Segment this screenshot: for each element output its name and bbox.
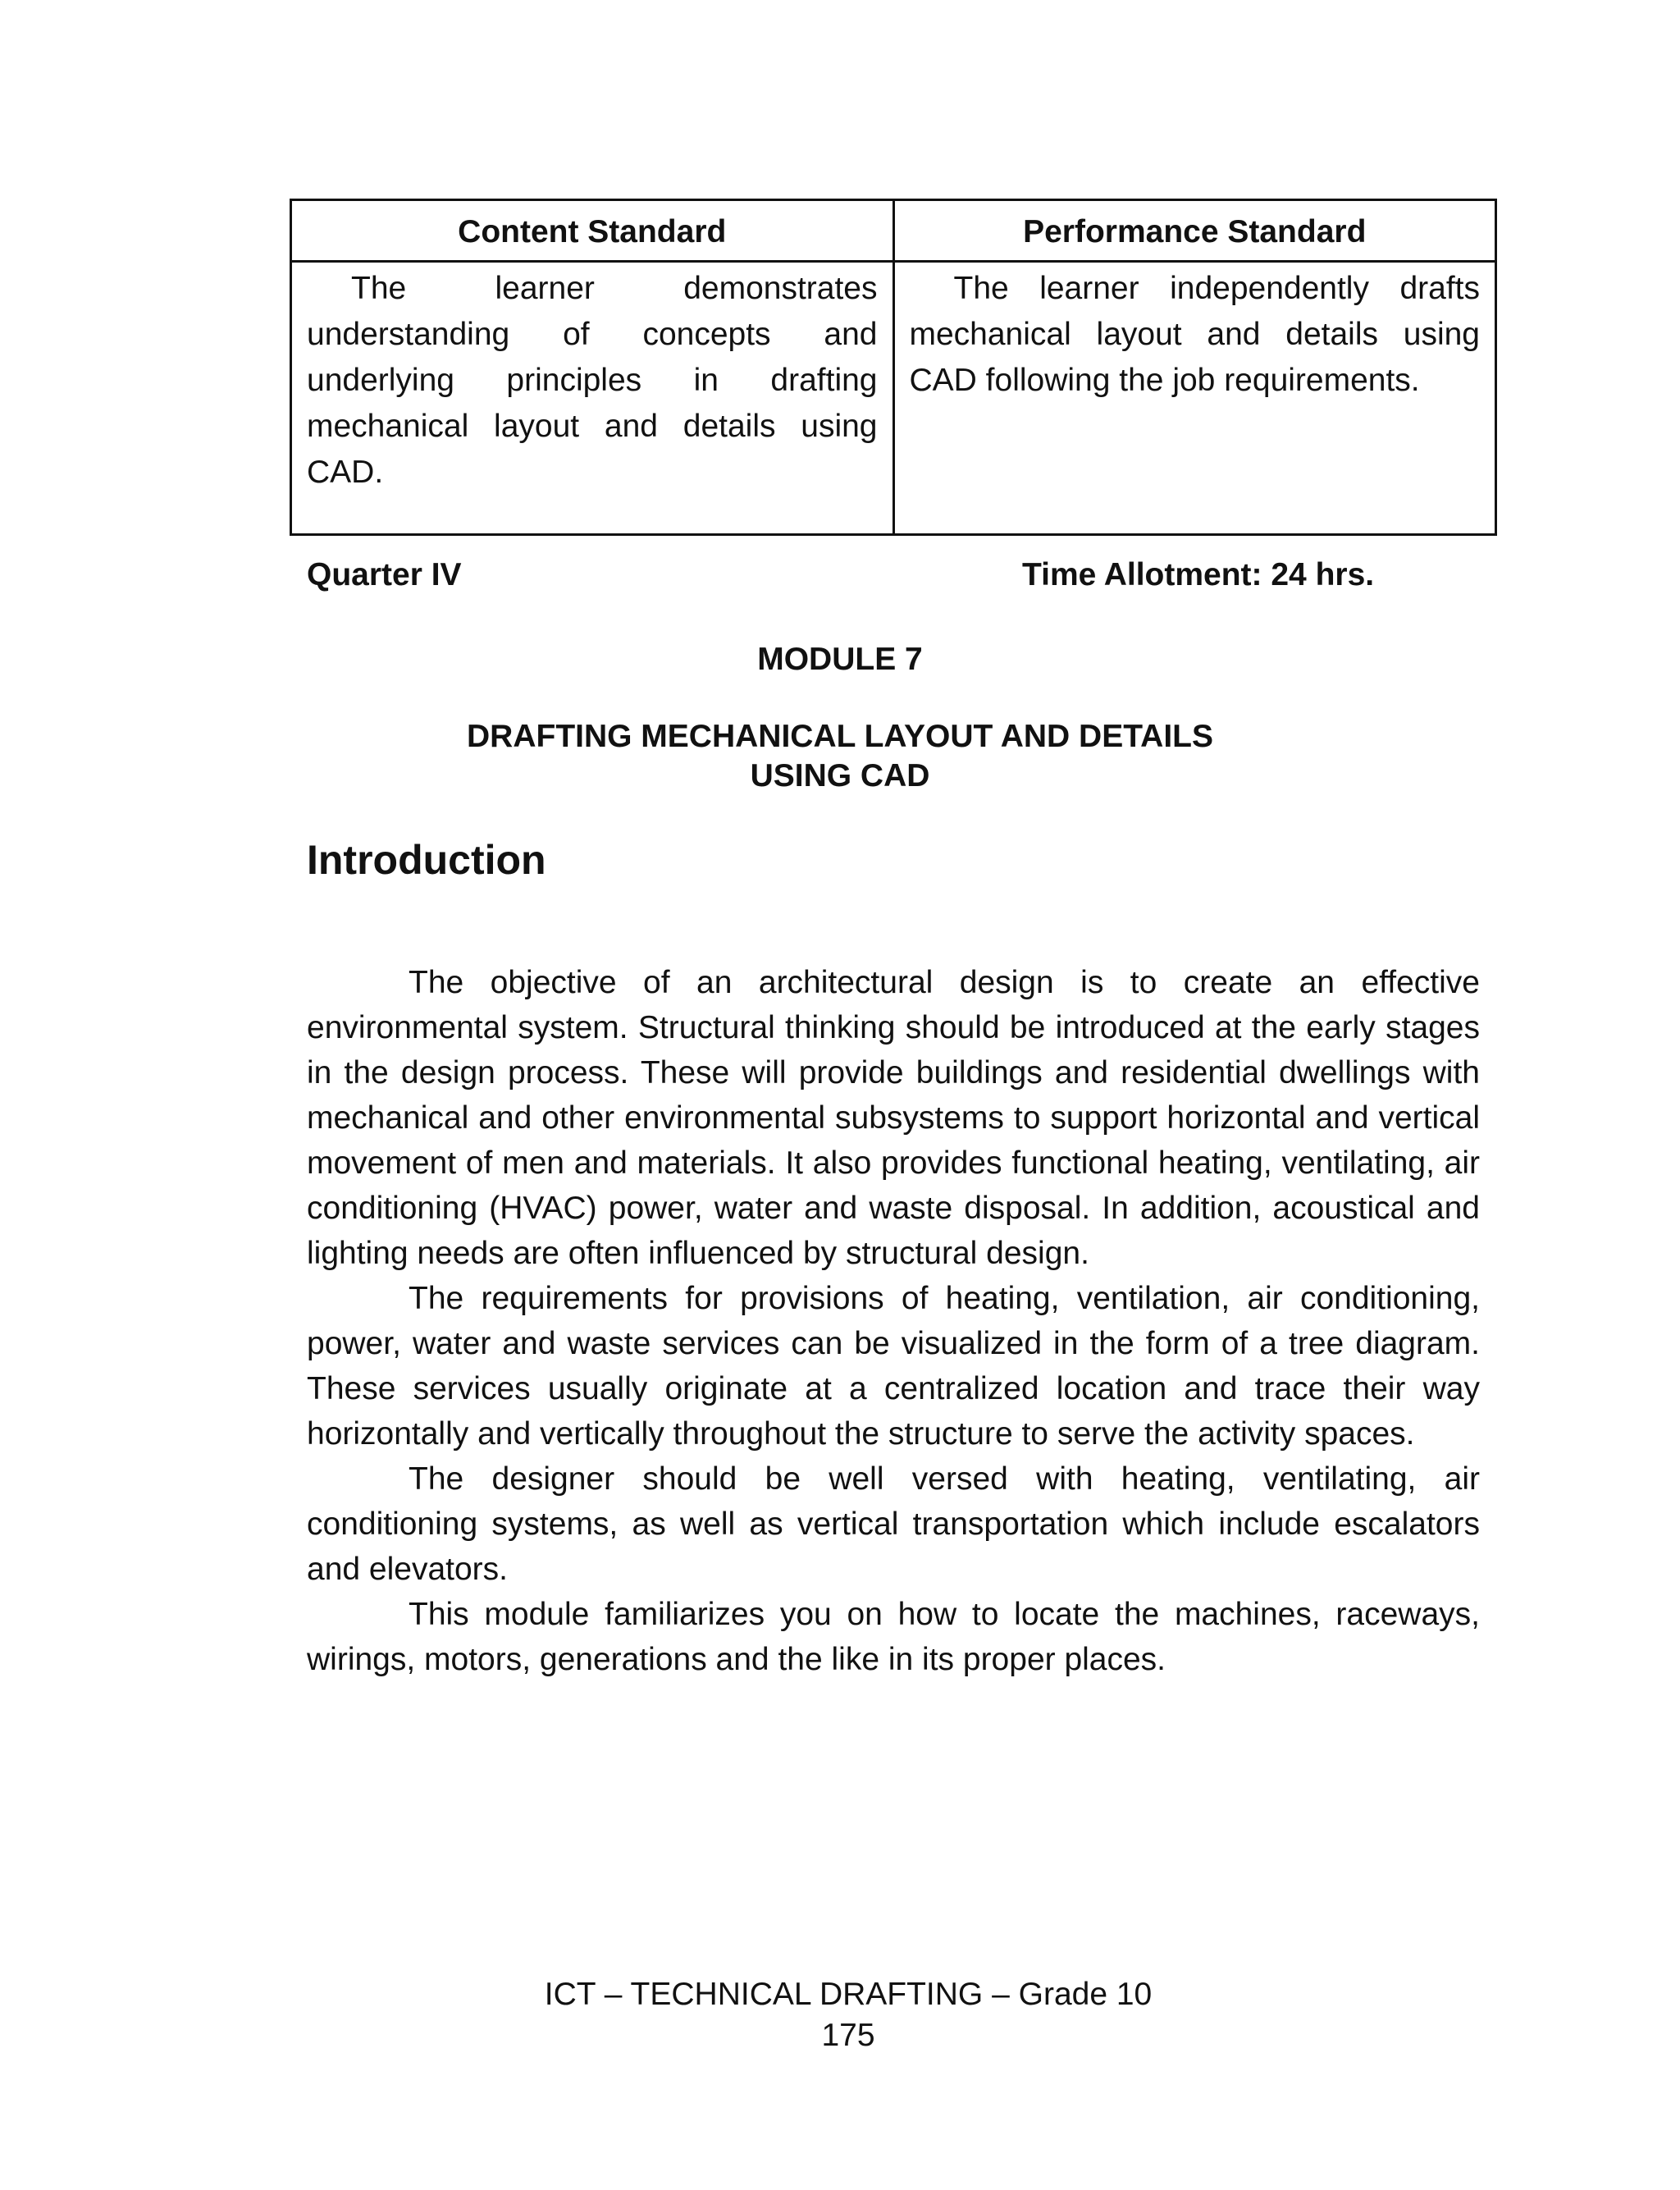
module-title: MODULE 7 [757, 642, 923, 677]
standards-table [290, 199, 1497, 536]
time-allotment: Time Allotment: 24 hrs. [1022, 557, 1375, 592]
standards-header-row [291, 200, 1496, 262]
section-heading: Introduction [307, 837, 546, 883]
paragraph: This module familiarizes you on how to locate the machines, raceways, wirings, motors, generations and the like in its proper places. [307, 1597, 1480, 1677]
standards-body-row [291, 262, 1496, 535]
paragraph: The requirements for provisions of heating, ventilation, air conditioning, power, water and waste services can be visualized in the form of a tree diagram. These services usually originate at a centralized location and trace their way horizontally and vertically throughout the structure to serve the activity spaces. [307, 1281, 1480, 1452]
module-subtitle-line-2: USING CAD [750, 758, 930, 793]
module-subtitle [0, 717, 1680, 796]
performance-standard-header: Performance Standard [893, 200, 1496, 262]
module-subtitle-line-1: DRAFTING MECHANICAL LAYOUT AND DETAILS [467, 719, 1213, 754]
page-number: 175 [821, 2018, 875, 2053]
paragraph: The designer should be well versed with heating, ventilating, air conditioning systems, as well as vertical transportation which include escalators and elevators. [307, 1461, 1480, 1587]
performance-standard-text: The learner independently drafts mechanical layout and details using CAD following the job requirements. [893, 262, 1496, 535]
content-standard-text: The learner demonstrates understanding of concepts and underlying principles in drafting mechanical layout and details using CAD. [291, 262, 894, 535]
content-standard-header: Content Standard [291, 200, 894, 262]
quarter-label: Quarter IV [307, 557, 462, 592]
page-footer [0, 1974, 1680, 2056]
introduction-body [307, 960, 1480, 1682]
footer-course: ICT – TECHNICAL DRAFTING – Grade 10 [544, 1977, 1153, 2012]
paragraph: The objective of an architectural design is to create an effective environmental system. Structural thinking should be introduced at the early stages in the design process. These will provide buildings and residential dwellings with mechanical and other environmental subsystems to support horizontal and vertical movement of men and materials. It also provides functional heating, ventilating, air conditioning (HVAC) power, water and waste disposal. In addition, acoustical and lighting needs are often influenced by structural design. [307, 965, 1480, 1271]
